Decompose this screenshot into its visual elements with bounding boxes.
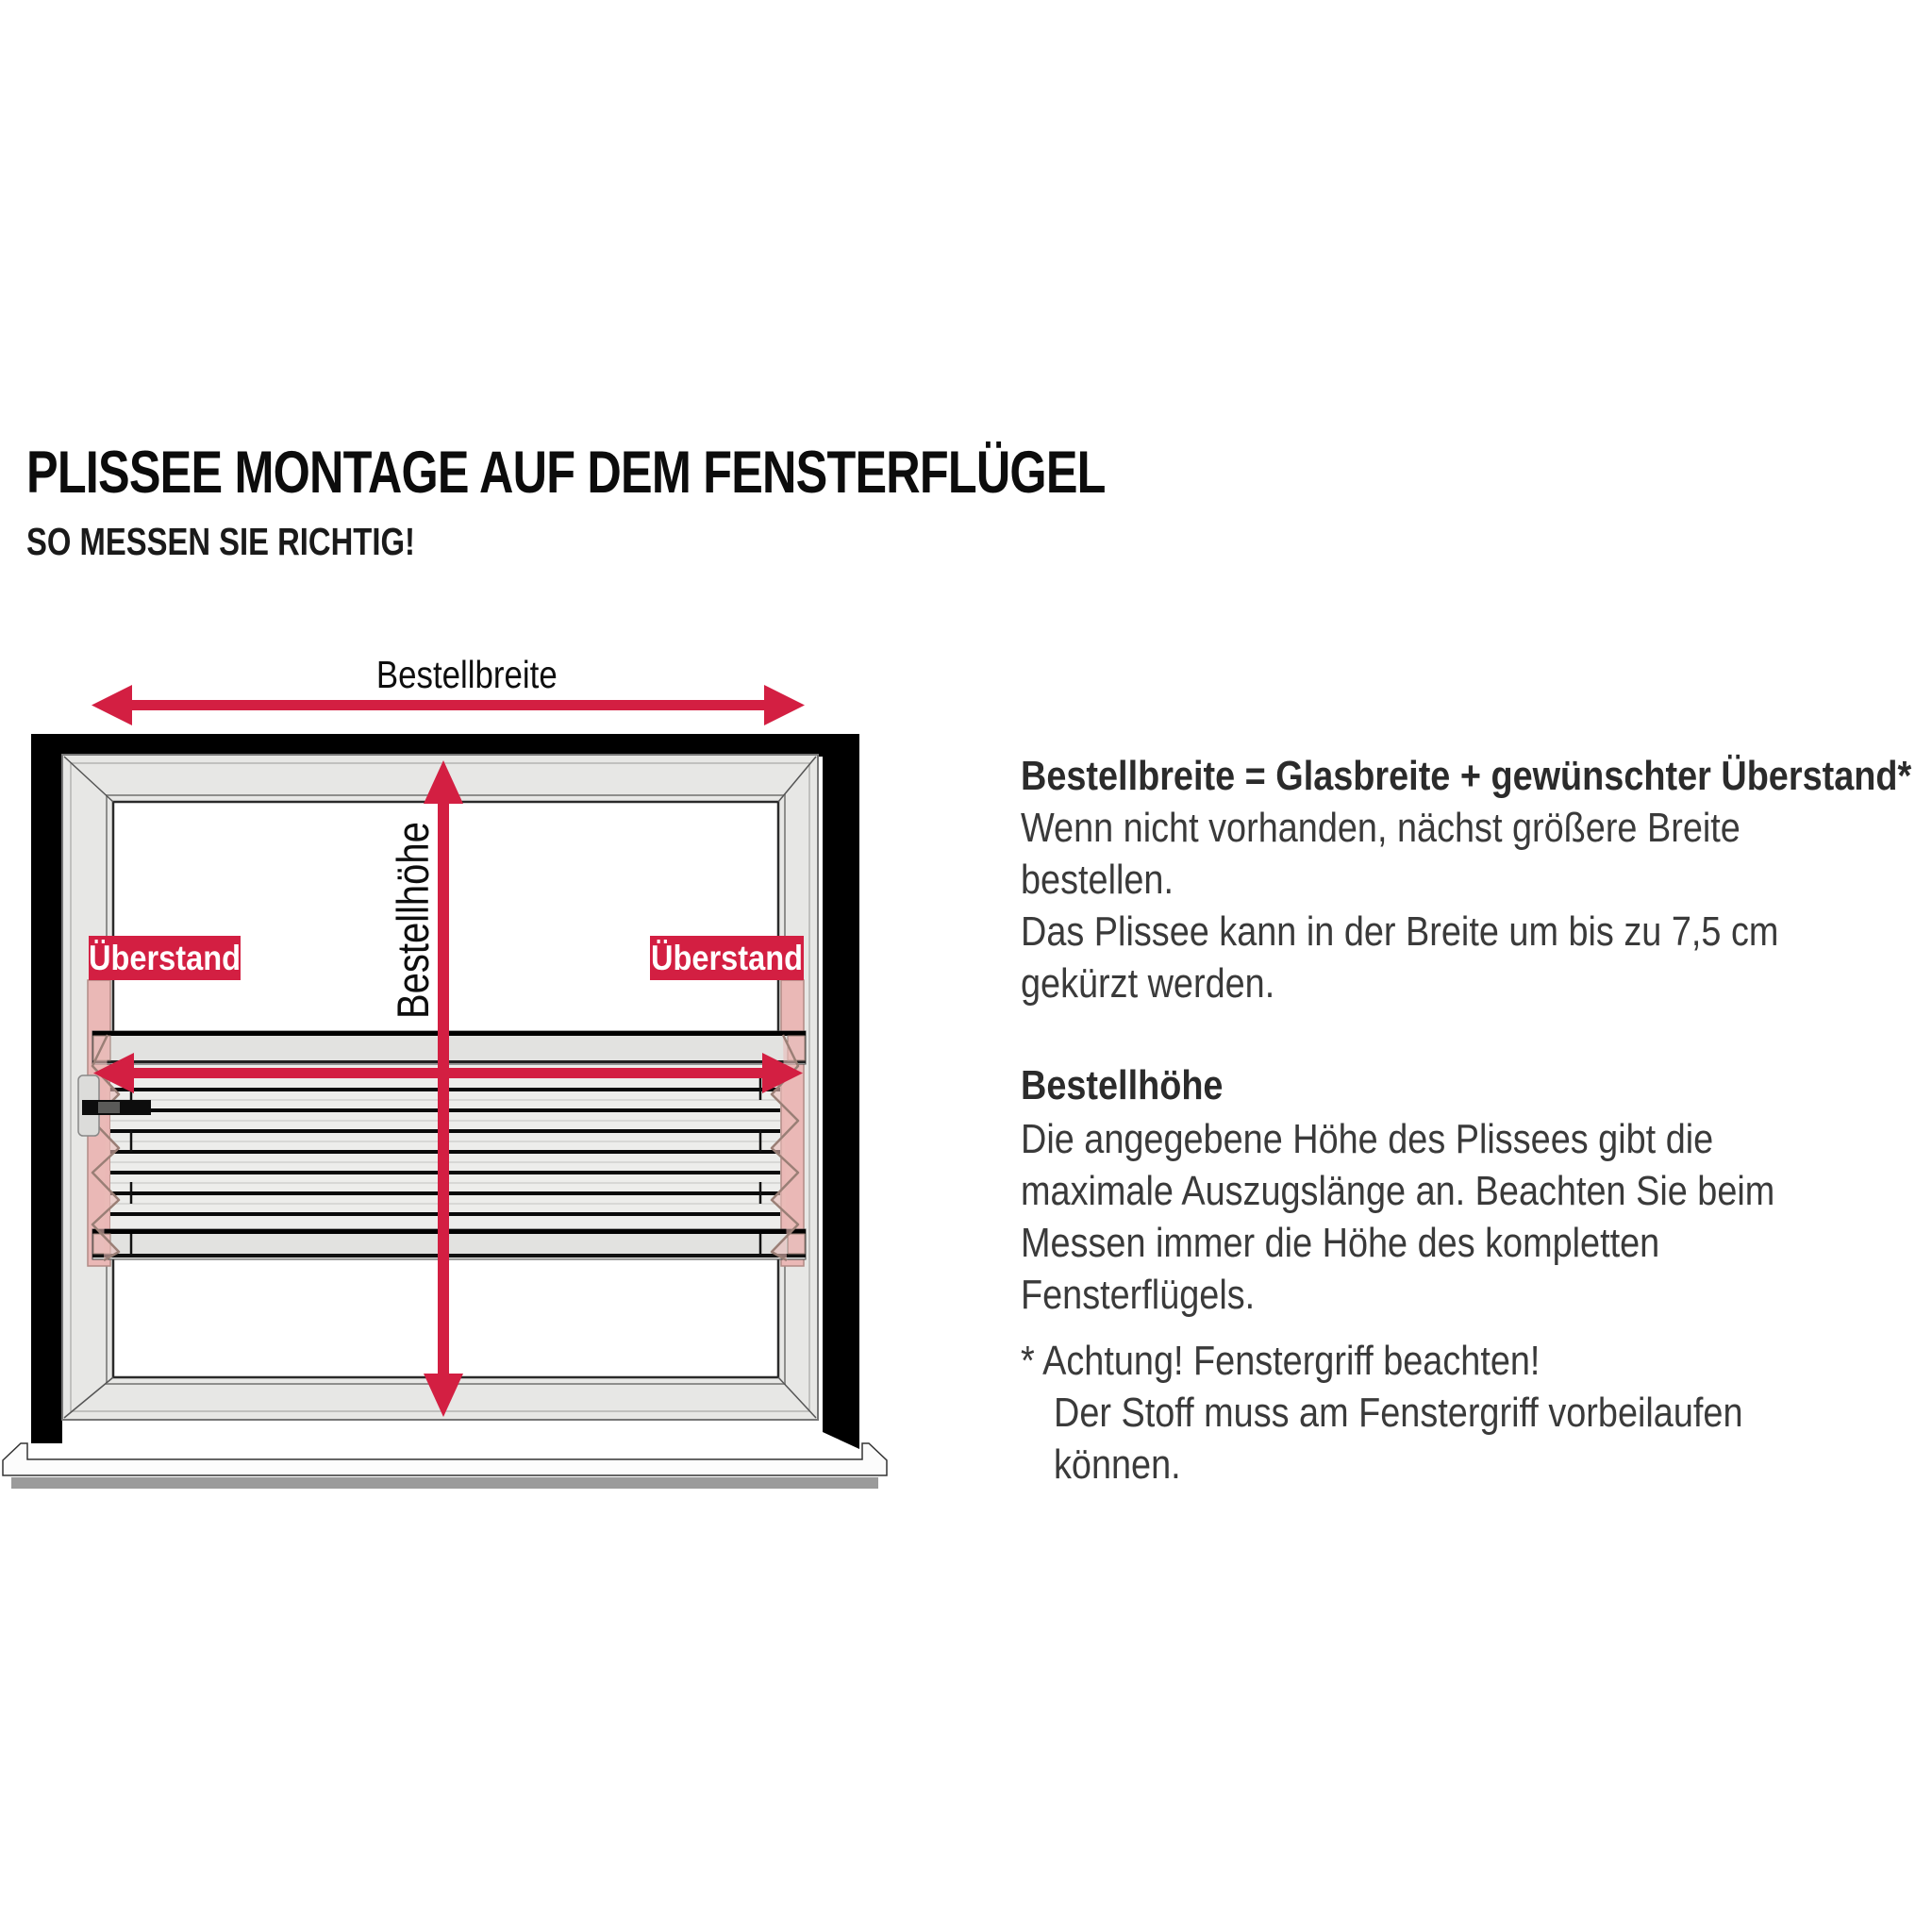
section2-heading: [1021, 1062, 1932, 1111]
windowsill-shadow: [11, 1477, 878, 1489]
footnote-line: [1021, 1441, 1932, 1491]
section1-heading-text: Bestellbreite = Glasbreite + gewünschter Überstand*: [1021, 753, 1912, 799]
ueberstand-badge-left-text: Überstand: [88, 938, 242, 977]
section1-line-text: bestellen.: [1021, 857, 1174, 903]
section2-line-text: Messen immer die Höhe des kompletten: [1021, 1220, 1660, 1266]
footnote-line-text: * Achtung! Fenstergriff beachten!: [1021, 1338, 1541, 1384]
section2-heading-text: Bestellhöhe: [1021, 1062, 1224, 1108]
footnote-line: [1021, 1390, 1932, 1439]
footnote-line-text: Der Stoff muss am Fenstergriff vorbeilaufen: [1054, 1390, 1743, 1436]
footnote-line: [1021, 1338, 1932, 1387]
section2-line: [1021, 1168, 1932, 1217]
window-measurement-diagram: [0, 651, 906, 1500]
section2-line: [1021, 1272, 1932, 1321]
section1-line: [1021, 857, 1932, 906]
section2-line-text: Fensterflügels.: [1021, 1272, 1256, 1318]
windowsill: [3, 1443, 887, 1489]
window-diagram-canvas: [0, 651, 906, 1500]
page-title: PLISSEE MONTAGE AUF DEM FENSTERFLÜGEL: [26, 440, 1106, 506]
bestellbreite-label-text: Bestellbreite: [376, 653, 558, 696]
section1-line-text: Wenn nicht vorhanden, nächst größere Breite: [1021, 805, 1740, 851]
ueberstand-badge-right: [650, 936, 804, 980]
section2-line-text: maximale Auszugslänge an. Beachten Sie beim: [1021, 1168, 1775, 1214]
ueberstand-badge-left: [89, 936, 241, 980]
footnote-line-text: können.: [1054, 1441, 1181, 1488]
section1-line-text: gekürzt werden.: [1021, 960, 1275, 1007]
section1-heading: [1021, 753, 1932, 802]
section2-line-text: Die angegebene Höhe des Plissees gibt die: [1021, 1116, 1714, 1162]
section2-line: [1021, 1116, 1932, 1165]
page-subtitle: SO MESSEN SIE RICHTIG!: [26, 520, 415, 563]
section1-line: [1021, 805, 1932, 854]
ueberstand-badge-right-text: Überstand: [650, 938, 804, 977]
bestellbreite-label: [283, 653, 651, 697]
section1-line: [1021, 960, 1932, 1009]
bestellhoehe-label: Bestellhöhe: [388, 822, 438, 1019]
section1-line-text: Das Plissee kann in der Breite um bis zu 7,5 cm: [1021, 908, 1779, 955]
section1-line: [1021, 908, 1932, 958]
section2-line: [1021, 1220, 1932, 1269]
